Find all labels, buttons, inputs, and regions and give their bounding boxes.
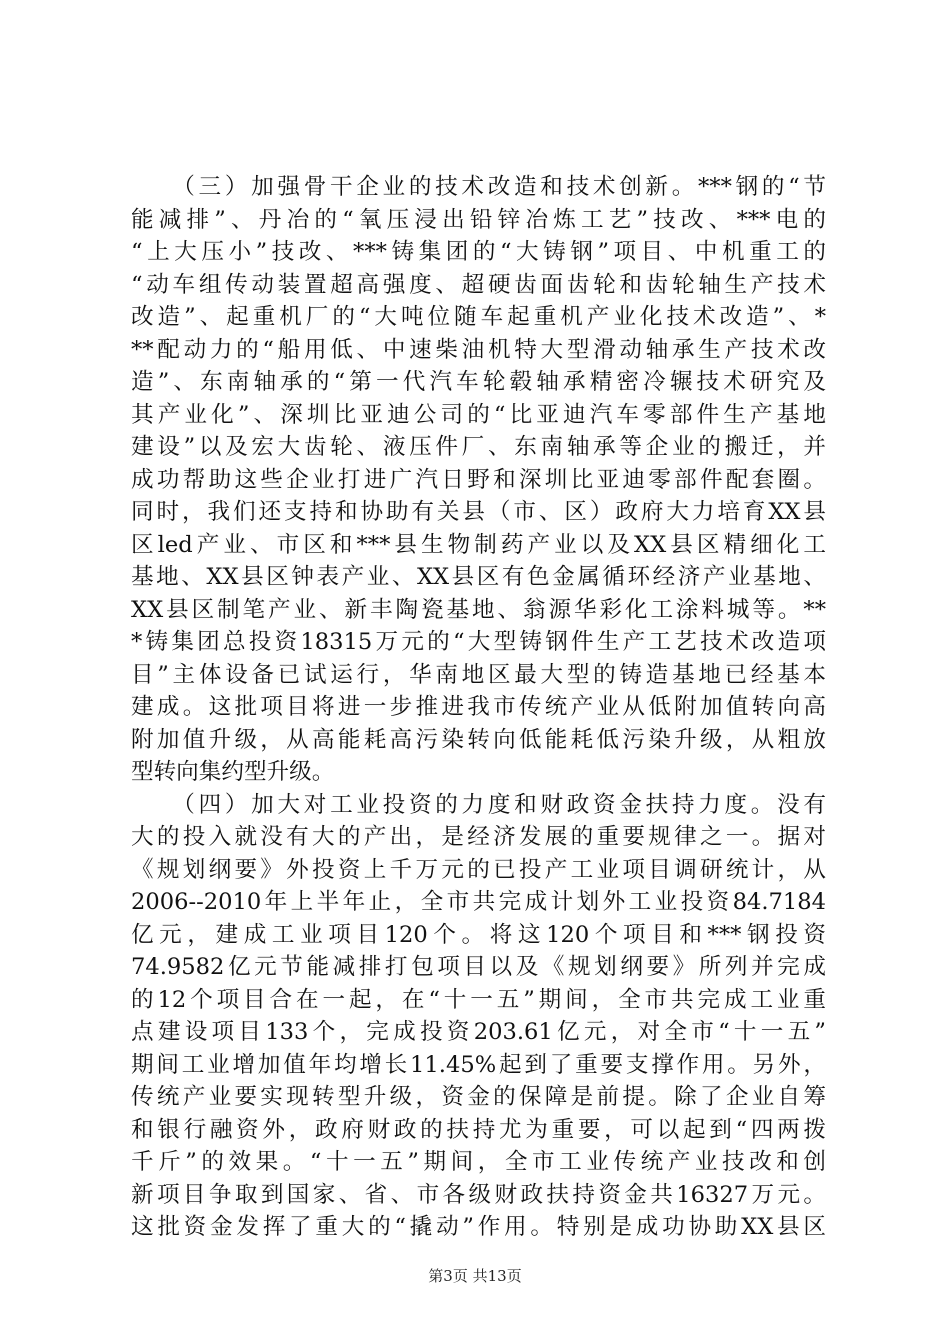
text-line: 期间工业增加值年均增长11.45%起到了重要支撑作用。另外，	[131, 1051, 826, 1078]
text-line: 亿元，建成工业项目120个。将这120个项目和***钢投资	[131, 921, 826, 948]
text-line: 2006--2010年上半年止，全市共完成计划外工业投资84.7184	[131, 889, 826, 915]
text-line: 新项目争取到国家、省、市各级财政扶持资金共16327万元。	[131, 1181, 826, 1208]
text-line: 74.9582亿元节能减排打包项目以及《规划纲要》所列并完成	[131, 954, 826, 980]
body-text	[131, 171, 826, 1244]
text-line: 的12个项目合在一起，在“十一五”期间，全市共完成工业重	[131, 986, 826, 1013]
text-line: 成功帮助这些企业打进广汽日野和深圳比亚迪零部件配套圈。	[131, 466, 826, 493]
text-line: “上大压小”技改、***铸集团的“大铸钢”项目、中机重工的	[131, 239, 826, 265]
text-line: 能减排”、丹冶的“氧压浸出铅锌冶炼工艺”技改、***电的	[131, 206, 826, 233]
text-line: 《规划纲要》外投资上千万元的已投产工业项目调研统计，从	[131, 856, 826, 883]
text-line: **配动力的“船用低、中速柴油机特大型滑动轴承生产技术改	[131, 336, 826, 363]
text-line: 其产业化”、深圳比亚迪公司的“比亚迪汽车零部件生产基地	[131, 401, 826, 428]
text-line: 大的投入就没有大的产出，是经济发展的重要规律之一。据对	[131, 824, 826, 850]
text-line: 造”、东南轴承的“第一代汽车轮毂轴承精密冷辗技术研究及	[131, 369, 826, 395]
text-line: 建设”以及宏大齿轮、液压件厂、东南轴承等企业的搬迁，并	[131, 434, 826, 460]
text-line: （三）加强骨干企业的技术改造和技术创新。***钢的“节	[131, 174, 826, 200]
text-line: 这批资金发挥了重大的“撬动”作用。特别是成功协助XX县区	[131, 1214, 826, 1240]
text-line: 同时，我们还支持和协助有关县（市、区）政府大力培育XX县	[131, 499, 826, 525]
text-line: （四）加大对工业投资的力度和财政资金扶持力度。没有	[131, 791, 826, 818]
text-line: 建成。这批项目将进一步推进我市传统产业从低附加值转向高	[131, 694, 826, 720]
text-line: 和银行融资外，政府财政的扶持尤为重要，可以起到“四两拨	[131, 1116, 826, 1143]
text-line: 基地、XX县区钟表产业、XX县区有色金属循环经济产业基地、	[131, 564, 826, 590]
text-line: 千斤”的效果。“十一五”期间，全市工业传统产业技改和创	[131, 1149, 826, 1175]
text-line: 传统产业要实现转型升级，资金的保障是前提。除了企业自筹	[131, 1084, 826, 1110]
page-number-footer: 第3页 共13页	[428, 1267, 522, 1285]
text-line: 附加值升级，从高能耗高污染转向低能耗低污染升级，从粗放	[131, 726, 826, 753]
text-line: 改造”、起重机厂的“大吨位随车起重机产业化技术改造”、*	[131, 304, 826, 330]
text-line: XX县区制笔产业、新丰陶瓷基地、翁源华彩化工涂料城等。**	[131, 596, 826, 623]
text-line: 点建设项目133个，完成投资203.61亿元，对全市“十一五”	[131, 1019, 826, 1045]
text-line: “动车组传动装置超高强度、超硬齿面齿轮和齿轮轴生产技术	[131, 271, 826, 298]
text-line: 区led产业、市区和***县生物制药产业以及XX县区精细化工	[131, 531, 826, 558]
text-line: 目”主体设备已试运行，华南地区最大型的铸造基地已经基本	[131, 661, 826, 688]
text-line: *铸集团总投资18315万元的“大型铸钢件生产工艺技术改造项	[131, 629, 826, 655]
text-line: 型转向集约型升级。	[131, 759, 335, 785]
